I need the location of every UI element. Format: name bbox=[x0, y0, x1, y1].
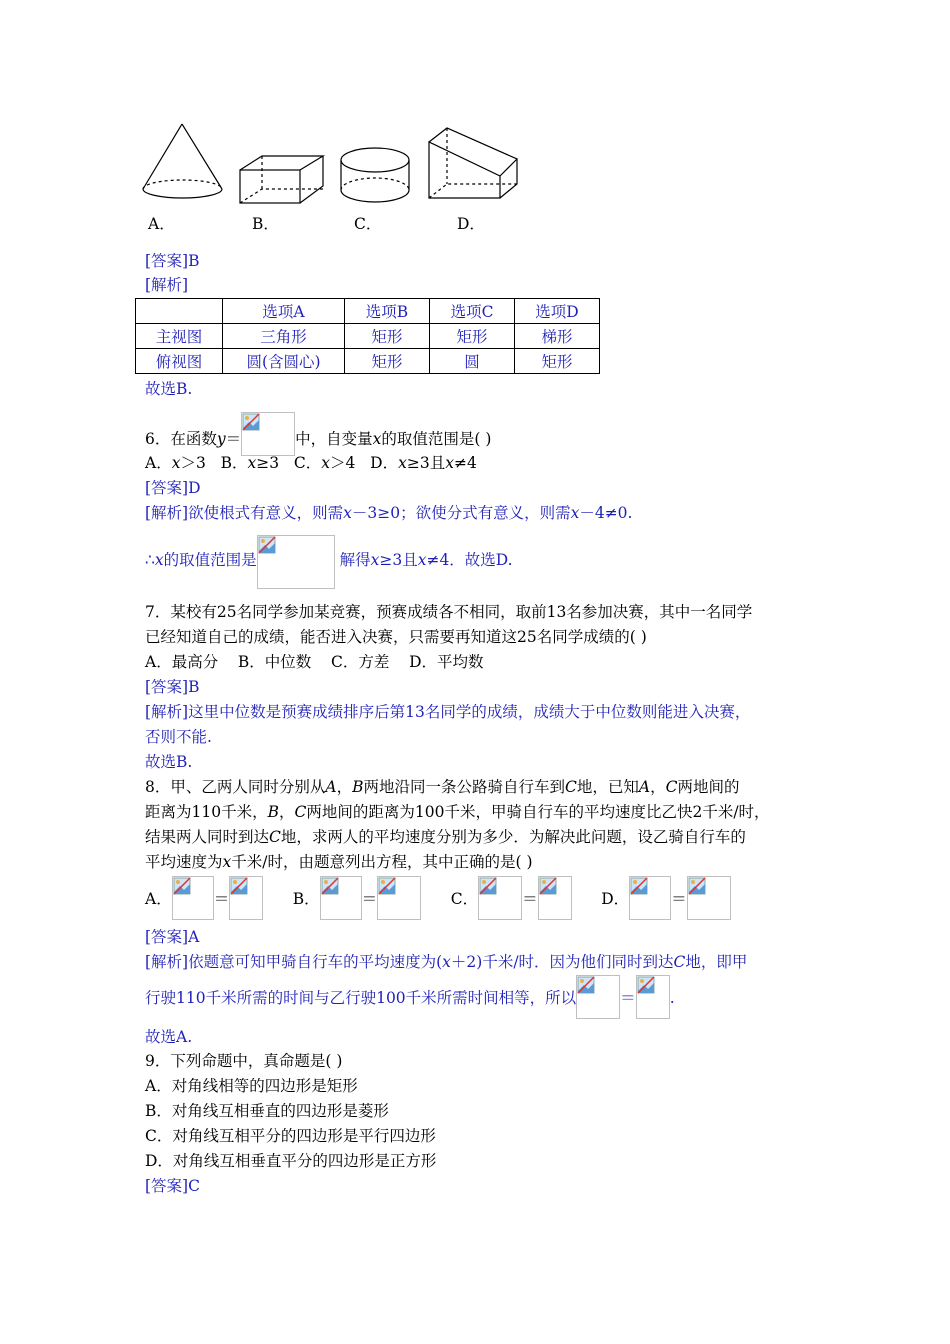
point-c: C bbox=[294, 803, 307, 821]
q8-options bbox=[145, 876, 731, 922]
table-cell: 选项C bbox=[430, 299, 515, 324]
q8-analysis-line1 bbox=[145, 951, 747, 973]
q8-text: 8．甲、乙两人同时分别从 bbox=[145, 778, 326, 796]
var-x: x bbox=[570, 504, 580, 522]
q8-text: 千米/时，由题意列出方程，其中正确的是( ) bbox=[231, 853, 533, 871]
var-y: y bbox=[216, 430, 226, 448]
var-x: x bbox=[247, 454, 257, 472]
q8-stem-line2 bbox=[145, 801, 770, 823]
analysis-text: 地，即甲 bbox=[685, 953, 748, 971]
table-row bbox=[136, 299, 600, 324]
formula-image-placeholder bbox=[377, 876, 421, 920]
q6-stem-text: 6．在函数 bbox=[145, 430, 217, 448]
broken-image-icon bbox=[539, 877, 557, 895]
broken-image-icon bbox=[577, 976, 595, 994]
formula-image-placeholder bbox=[538, 876, 572, 920]
q6-options bbox=[145, 452, 477, 474]
q7-analysis-line2: 否则不能. bbox=[145, 728, 212, 746]
point-c: C bbox=[665, 778, 678, 796]
q8-stem-line1 bbox=[145, 776, 740, 798]
point-a: A bbox=[325, 778, 337, 796]
q8-analysis-line2 bbox=[145, 975, 675, 1021]
option-letter: A． bbox=[145, 890, 172, 908]
q8-text: 地，求两人的平均速度分别为多少．为解决此问题，设乙骑自行车的 bbox=[280, 828, 746, 846]
point-c: C bbox=[269, 828, 281, 846]
q6-answer: [答案]D bbox=[145, 479, 201, 497]
q7-analysis-line1: [解析]这里中位数是预赛成绩排序后第13名同学的成绩，成绩大于中位数则能进入决赛， bbox=[145, 703, 751, 721]
var-x: x bbox=[321, 454, 331, 472]
cuboid-figure bbox=[240, 156, 323, 203]
formula-image-placeholder bbox=[576, 975, 620, 1019]
q8-text: 地，已知 bbox=[576, 778, 639, 796]
formula-image-placeholder bbox=[320, 876, 362, 920]
table-cell: 俯视图 bbox=[136, 349, 223, 374]
q8-stem-line4 bbox=[145, 851, 533, 873]
point-a: A bbox=[638, 778, 651, 796]
formula-image-placeholder bbox=[229, 876, 263, 920]
q5-answer: [答案]B bbox=[145, 252, 200, 270]
option-letter: B． bbox=[292, 890, 320, 908]
option-letter: D． bbox=[601, 890, 630, 908]
formula-image-placeholder bbox=[636, 975, 670, 1019]
analysis-text: ≠4．故选D. bbox=[426, 551, 513, 569]
var-x: x bbox=[171, 454, 181, 472]
q6-stem-text: 的取值范围是( ) bbox=[381, 430, 492, 448]
option-text: ≠4 bbox=[453, 454, 477, 472]
view-comparison-table bbox=[135, 298, 600, 374]
point-b: B bbox=[267, 803, 279, 821]
formula-image-placeholder bbox=[478, 876, 522, 920]
analysis-text: －3≥0；欲使分式有意义，则需 bbox=[351, 504, 571, 522]
table-cell: 圆 bbox=[430, 349, 515, 374]
figure-label-b: B． bbox=[252, 215, 279, 233]
comma: ， bbox=[650, 778, 666, 796]
q8-conclusion: 故选A. bbox=[145, 1028, 193, 1046]
broken-image-icon bbox=[258, 536, 276, 554]
q7-options: A．最高分 B．中位数 C．方差 D．平均数 bbox=[145, 653, 484, 671]
equals-sign: ＝ bbox=[620, 989, 636, 1007]
q5-analysis-label: [解析] bbox=[145, 276, 189, 294]
q9-answer: [答案]C bbox=[145, 1177, 200, 1195]
formula-image-placeholder bbox=[241, 412, 295, 456]
formula-image-placeholder bbox=[172, 876, 214, 920]
analysis-text: [解析]依题意可知甲骑自行车的平均速度为( bbox=[145, 953, 443, 971]
q8-text: 距离为110千米， bbox=[145, 803, 268, 821]
q8-text: 结果两人同时到达 bbox=[145, 828, 270, 846]
broken-image-icon bbox=[637, 976, 655, 994]
broken-image-icon bbox=[173, 877, 191, 895]
analysis-text: 的取值范围是 bbox=[163, 551, 257, 569]
q7-stem-line2: 已经知道自己的成绩，能否进入决赛，只需要再知道这25名同学成绩的( ) bbox=[145, 628, 647, 646]
option-letter: C． bbox=[293, 454, 322, 472]
var-x: x bbox=[445, 454, 454, 472]
option-text: ≥3 bbox=[256, 454, 280, 472]
formula-image-placeholder bbox=[257, 535, 335, 589]
broken-image-icon bbox=[688, 877, 706, 895]
point-b: B bbox=[352, 778, 364, 796]
table-cell: 圆(含圆心) bbox=[223, 349, 345, 374]
broken-image-icon bbox=[242, 413, 260, 431]
point-c: C bbox=[565, 778, 577, 796]
analysis-text: 解得 bbox=[339, 551, 371, 569]
prism-figure bbox=[429, 128, 517, 198]
option-letter: D． bbox=[370, 454, 399, 472]
var-x: x bbox=[222, 853, 232, 871]
q7-answer: [答案]B bbox=[145, 678, 200, 696]
q6-stem bbox=[145, 412, 491, 448]
cylinder-figure bbox=[341, 148, 409, 202]
equals-sign: ＝ bbox=[225, 430, 242, 448]
q9-option-c: C．对角线互相平分的四边形是平行四边形 bbox=[145, 1127, 436, 1145]
therefore-symbol: ∴ bbox=[145, 551, 155, 569]
table-cell: 矩形 bbox=[345, 349, 430, 374]
q8-text: 两地间的距离为100千米，甲骑自行车的平均速度比乙快2千米/时， bbox=[306, 803, 770, 821]
figure-label-d: D． bbox=[457, 215, 485, 233]
comma: ， bbox=[336, 778, 353, 796]
table-row bbox=[136, 324, 600, 349]
equals-sign: ＝ bbox=[361, 890, 378, 908]
comma: ， bbox=[278, 803, 295, 821]
analysis-text: . bbox=[669, 989, 675, 1007]
q9-option-d: D．对角线互相垂直平分的四边形是正方形 bbox=[145, 1152, 437, 1170]
formula-image-placeholder bbox=[687, 876, 731, 920]
equals-sign: ＝ bbox=[213, 890, 230, 908]
q6-analysis bbox=[145, 502, 632, 524]
q8-answer: [答案]A bbox=[145, 928, 200, 946]
analysis-text: ＋2)千米/时．因为他们同时到达 bbox=[450, 953, 674, 971]
point-c: C bbox=[673, 953, 686, 971]
geometry-figures-svg bbox=[135, 118, 535, 208]
analysis-text: [解析]欲使根式有意义，则需 bbox=[145, 504, 344, 522]
formula-image-placeholder bbox=[629, 876, 671, 920]
q8-stem-line3 bbox=[145, 826, 746, 848]
var-x: x bbox=[372, 430, 382, 448]
q7-conclusion: 故选B. bbox=[145, 753, 193, 771]
table-cell: 选项B bbox=[345, 299, 430, 324]
q8-text: 平均速度为 bbox=[145, 853, 223, 871]
option-text: ≥3且 bbox=[406, 454, 446, 472]
q9-option-b: B．对角线互相垂直的四边形是菱形 bbox=[145, 1102, 389, 1120]
var-x: x bbox=[442, 953, 451, 971]
figure-label-a: A． bbox=[148, 215, 175, 233]
broken-image-icon bbox=[230, 877, 248, 895]
cone-figure bbox=[143, 124, 222, 198]
var-x: x bbox=[370, 551, 380, 569]
option-text: ＞4 bbox=[330, 454, 356, 472]
broken-image-icon bbox=[321, 877, 339, 895]
q7-stem-line1: 7．某校有25名同学参加某竞赛，预赛成绩各不相同，取前13名参加决赛，其中一名同学 bbox=[145, 603, 753, 621]
q9-stem: 9．下列命题中，真命题是( ) bbox=[145, 1052, 343, 1070]
table-row bbox=[136, 349, 600, 374]
figure-label-c: C． bbox=[354, 215, 382, 233]
table-cell: 选项D bbox=[515, 299, 600, 324]
var-x: x bbox=[154, 551, 164, 569]
table-cell: 梯形 bbox=[515, 324, 600, 349]
option-letter: A． bbox=[145, 454, 172, 472]
q8-text: 两地沿同一条公路骑自行车到 bbox=[363, 778, 565, 796]
broken-image-icon bbox=[479, 877, 497, 895]
analysis-text: 行驶110千米所需的时间与乙行驶100千米所需时间相等，所以 bbox=[145, 989, 577, 1007]
q6-therefore bbox=[145, 535, 513, 591]
table-cell: 矩形 bbox=[515, 349, 600, 374]
q5-conclusion: 故选B. bbox=[145, 380, 193, 398]
broken-image-icon bbox=[630, 877, 648, 895]
q8-text: 两地间的 bbox=[677, 778, 740, 796]
table-cell: 三角形 bbox=[223, 324, 345, 349]
q9-option-a: A．对角线相等的四边形是矩形 bbox=[145, 1077, 358, 1095]
var-x: x bbox=[417, 551, 427, 569]
table-cell: 矩形 bbox=[345, 324, 430, 349]
table-cell: 选项A bbox=[223, 299, 345, 324]
equals-sign: ＝ bbox=[522, 890, 538, 908]
table-cell: 矩形 bbox=[430, 324, 515, 349]
var-x: x bbox=[398, 454, 407, 472]
equals-sign: ＝ bbox=[671, 890, 687, 908]
table-cell: 主视图 bbox=[136, 324, 223, 349]
q6-stem-text: 中，自变量 bbox=[295, 430, 373, 448]
option-letter: B． bbox=[220, 454, 248, 472]
broken-image-icon bbox=[378, 877, 396, 895]
option-text: ＞3 bbox=[180, 454, 206, 472]
option-letter: C． bbox=[450, 890, 479, 908]
var-x: x bbox=[343, 504, 352, 522]
table-cell bbox=[136, 299, 223, 324]
analysis-text: ≥3且 bbox=[379, 551, 418, 569]
analysis-text: －4≠0. bbox=[579, 504, 633, 522]
